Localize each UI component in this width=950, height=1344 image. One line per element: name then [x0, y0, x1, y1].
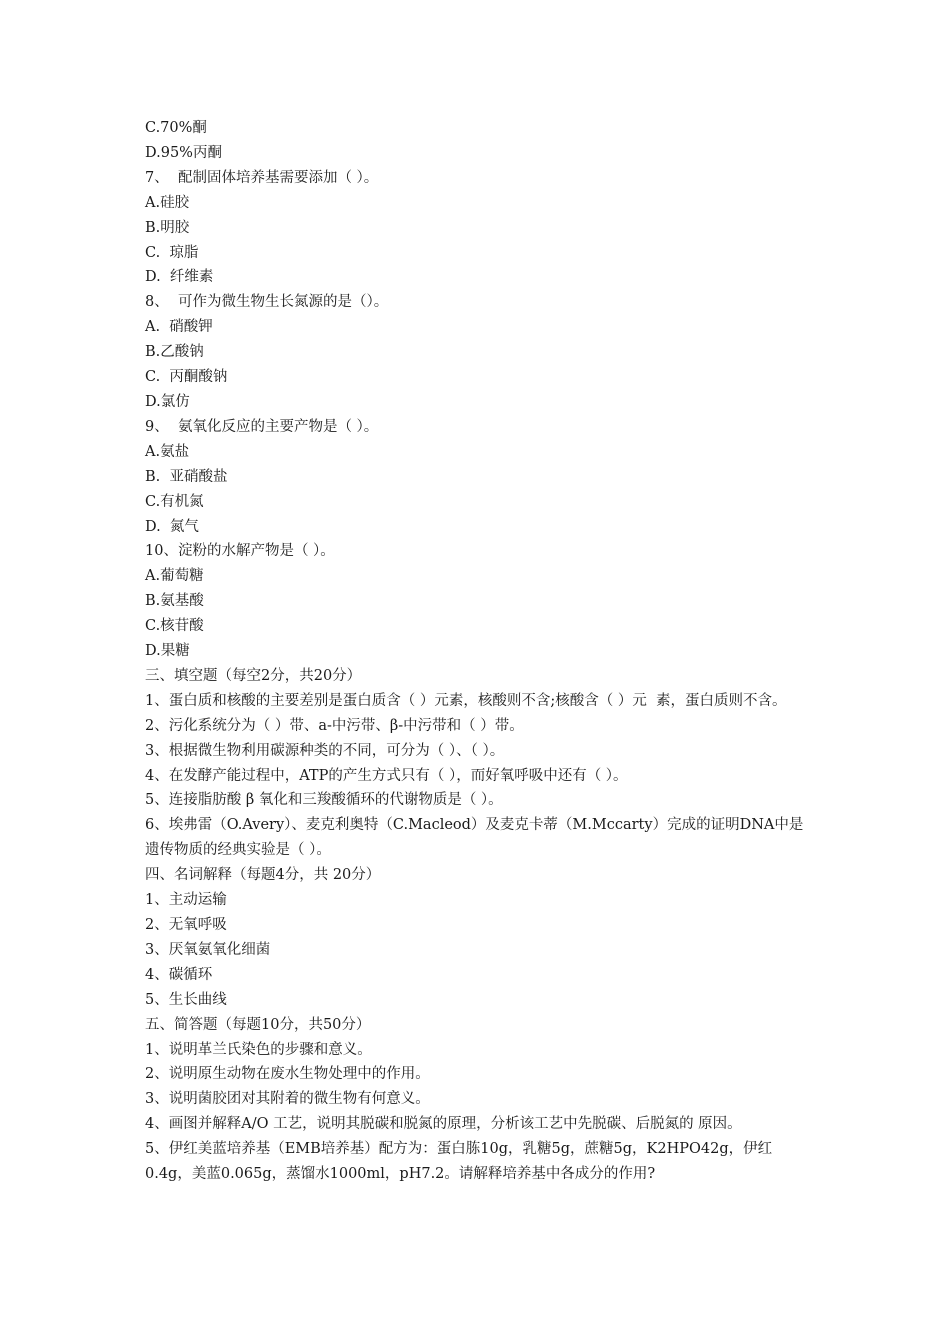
question-9: 9、 氨氧化反应的主要产物是（ ）。 [145, 418, 379, 435]
term-2: 2、无氧呼吸 [145, 917, 227, 933]
q10-option-d: D.果糖 [145, 643, 190, 660]
fill-blank-6: 6、埃弗雷（O.Avery）、麦克利奥特（C.Macleod）及麦克卡蒂（M.Mccarty）完成的证明DNA中是遗传物质的经典实验是（ ）。 [145, 817, 804, 859]
q10-option-a: A.葡萄糖 [145, 568, 204, 585]
q8-option-c: C. 丙酮酸钠 [145, 369, 228, 386]
q7-option-b: B.明胶 [145, 219, 190, 236]
question-8: 8、 可作为微生物生长氮源的是（）。 [145, 294, 389, 311]
q10-option-b: B.氨基酸 [145, 593, 204, 610]
q9-option-a: A.氨盐 [145, 443, 190, 460]
fill-blank-5: 5、连接脂肪酸 β 氧化和三羧酸循环的代谢物质是（ ）。 [145, 792, 503, 809]
question-7: 7、 配制固体培养基需要添加（ ）。 [145, 169, 379, 186]
option-c-70-acetone: C.70%酮 [145, 120, 207, 136]
q7-option-a: A.硅胶 [145, 194, 190, 211]
q8-option-a: A. 硝酸钾 [145, 319, 213, 336]
fill-blank-1: 1、蛋白质和核酸的主要差别是蛋白质含（ ）元素，核酸则不含;核酸含（ ）元 素，蛋白质则不含。 [145, 692, 787, 709]
short-answer-1: 1、说明革兰氏染色的步骤和意义。 [145, 1041, 372, 1058]
option-d-95-acetone: D.95%丙酮 [145, 144, 222, 161]
fill-blank-3: 3、根据微生物利用碳源种类的不同，可分为（ ）、（ ）。 [145, 742, 505, 759]
short-answer-4: 4、画图并解释A/O 工艺，说明其脱碳和脱氮的原理，分析该工艺中先脱碳、后脱氮的 原因。 [145, 1116, 742, 1133]
fill-blank-4: 4、在发酵产能过程中，ATP的产生方式只有（ ），而好氧呼吸中还有（ ）。 [145, 767, 628, 784]
q8-option-d: D.氯仿 [145, 393, 190, 410]
question-10: 10、淀粉的水解产物是（ ）。 [145, 543, 335, 560]
q9-option-d: D. 氮气 [145, 518, 199, 535]
short-answer-3: 3、说明菌胶团对其附着的微生物有何意义。 [145, 1091, 430, 1108]
q9-option-c: C.有机氮 [145, 493, 204, 510]
section-3-heading: 三、填空题（每空2分，共20分） [145, 667, 362, 684]
q7-option-d: D. 纤维素 [145, 269, 214, 286]
fill-blank-2: 2、污化系统分为（ ）带、a-中污带、β-中污带和（ ）带。 [145, 717, 524, 734]
q7-option-c: C. 琼脂 [145, 244, 199, 261]
term-4: 4、碳循环 [145, 966, 213, 983]
short-answer-2: 2、说明原生动物在废水生物处理中的作用。 [145, 1066, 430, 1083]
section-5-heading: 五、简答题（每题10分，共50分） [145, 1016, 371, 1033]
short-answer-5: 5、伊红美蓝培养基（EMB培养基）配方为：蛋白胨10g，乳糖5g，蔗糖5g，K2HPO42g，伊红0.4g，美蓝0.065g，蒸馏水1000ml，pH7.2。请解释培养基中各成分的作用? [145, 1141, 773, 1183]
term-1: 1、主动运输 [145, 892, 227, 909]
q10-option-c: C.核苷酸 [145, 618, 204, 635]
term-3: 3、厌氧氨氧化细菌 [145, 941, 271, 958]
section-4-heading: 四、名词解释（每题4分，共 20分） [145, 867, 381, 884]
term-5: 5、生长曲线 [145, 991, 227, 1008]
q8-option-b: B.乙酸钠 [145, 344, 204, 361]
q9-option-b: B. 亚硝酸盐 [145, 468, 228, 485]
document-body [145, 116, 815, 1187]
